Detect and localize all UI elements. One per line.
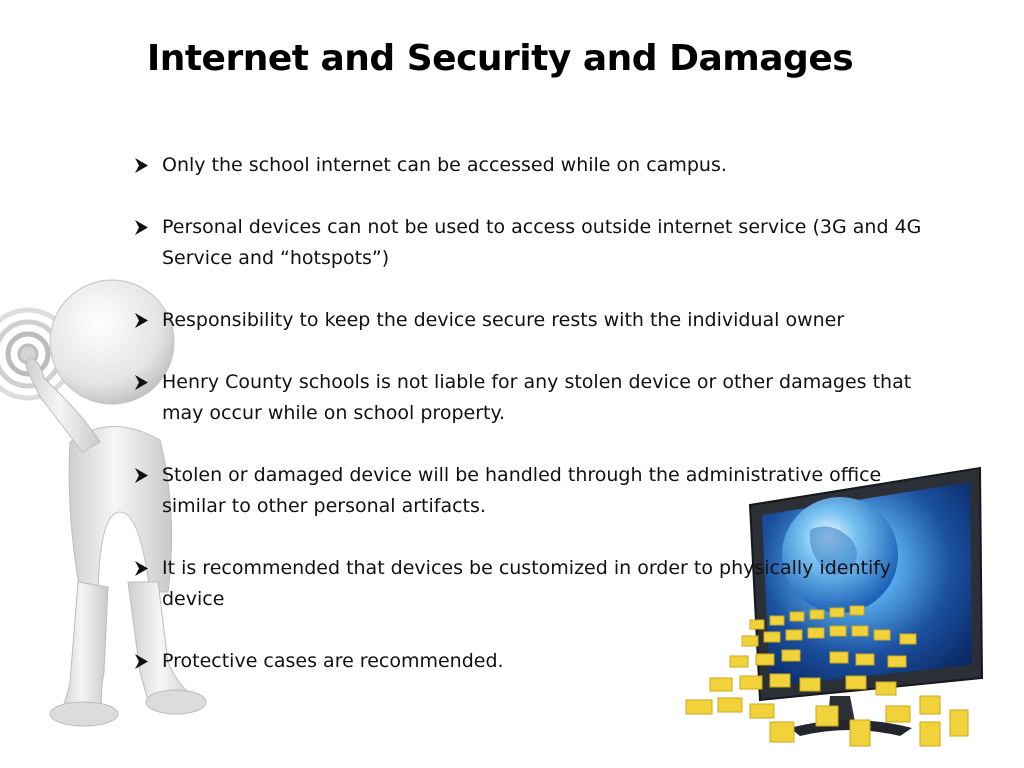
arrow-bullet-icon <box>132 367 154 398</box>
bullet-text: It is recommended that devices be customized in order to physically identify device <box>162 557 891 610</box>
bullet-text: Personal devices can not be used to access outside internet service (3G and 4G Service and “hotspots”) <box>162 216 922 269</box>
bullet-item <box>132 646 932 677</box>
arrow-bullet-icon <box>132 150 154 181</box>
bullet-text: Responsibility to keep the device secure rests with the individual owner <box>162 309 845 331</box>
arrow-bullet-icon <box>132 305 154 336</box>
slide-title: Internet and Security and Damages <box>146 38 854 79</box>
bullet-text: Only the school internet can be accessed while on campus. <box>162 154 727 176</box>
bullet-text: Stolen or damaged device will be handled through the administrative office similar to other personal artifacts. <box>162 464 882 517</box>
bullet-list <box>132 150 932 708</box>
bullet-item <box>132 460 932 522</box>
bullet-item <box>132 553 932 615</box>
bullet-text: Protective cases are recommended. <box>162 650 504 672</box>
arrow-bullet-icon <box>132 460 154 491</box>
arrow-bullet-icon <box>132 646 154 677</box>
bullet-item <box>132 150 932 181</box>
bullet-text: Henry County schools is not liable for any stolen device or other damages that may occur while on school property. <box>162 371 912 424</box>
bullet-item <box>132 212 932 274</box>
arrow-bullet-icon <box>132 212 154 243</box>
bullet-item <box>132 305 932 336</box>
arrow-bullet-icon <box>132 553 154 584</box>
bullet-item <box>132 367 932 429</box>
